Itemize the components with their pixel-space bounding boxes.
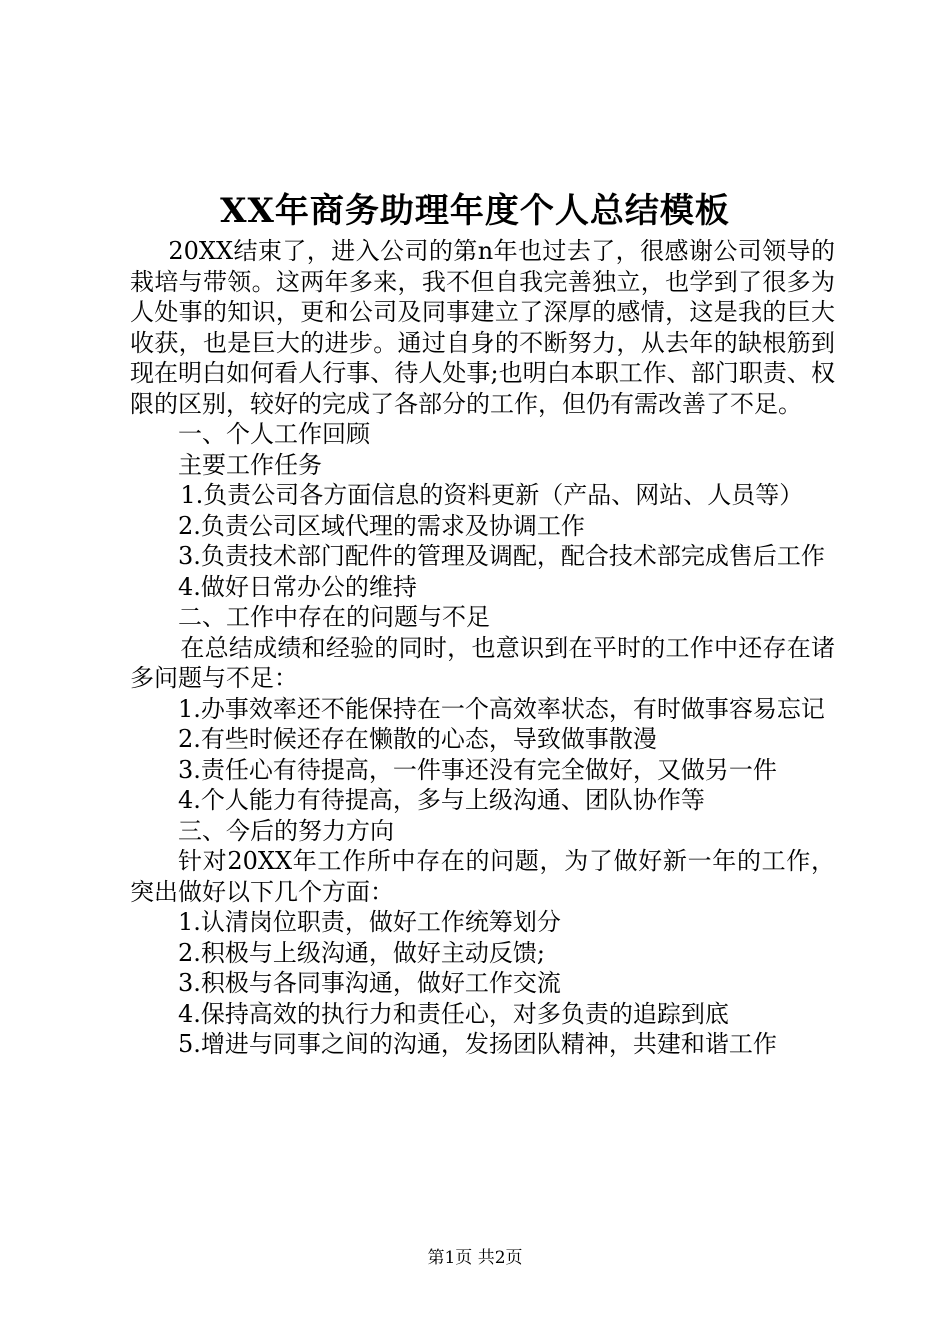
direction-item: 1.认清岗位职责，做好工作统筹划分	[178, 908, 561, 936]
task-item: 1.负责公司各方面信息的资料更新（产品、网站、人员等）	[180, 481, 804, 509]
task-item: 4.做好日常办公的维持	[178, 572, 417, 601]
problems-intro-paragraph: 在总结成绩和经验的同时，也意识到在平时的工作中还存在诸多问题与不足：	[130, 633, 835, 692]
direction-item: 2.积极与上级沟通，做好主动反馈;	[178, 938, 545, 967]
section-heading-problems: 二、工作中存在的问题与不足	[178, 603, 490, 631]
subheading-main-tasks: 主要工作任务	[178, 450, 322, 479]
page-number-footer: 第1页 共2页	[427, 1248, 523, 1268]
section-heading-review: 一、个人工作回顾	[178, 420, 370, 448]
direction-item: 4.保持高效的执行力和责任心，对多负责的追踪到底	[178, 999, 729, 1028]
problem-item: 4.个人能力有待提高，多与上级沟通、团队协作等	[178, 786, 705, 814]
direction-item: 5.增进与同事之间的沟通，发扬团队精神，共建和谐工作	[178, 1030, 777, 1058]
problem-item: 2.有些时候还存在懒散的心态，导致做事散漫	[178, 725, 657, 753]
section-heading-direction: 三、今后的努力方向	[178, 816, 394, 845]
task-item: 2.负责公司区域代理的需求及协调工作	[178, 511, 585, 540]
document-body	[130, 236, 835, 1060]
task-item: 3.负责技术部门配件的管理及调配，配合技术部完成售后工作	[178, 542, 825, 570]
direction-item: 3.积极与各同事沟通，做好工作交流	[178, 969, 561, 997]
intro-paragraph: 20XX结束了，进入公司的第n年也过去了，很感谢公司领导的栽培与带领。这两年多来，我不但自我完善独立，也学到了很多为人处事的知识，更和公司及同事建立了深厚的感情，这是我的巨大收获，也是巨大的进步。通过自身的不断努力，从去年的缺根筋到现在明白如何看人行事、待人处事;也明白本职工作、部门职责、权限的区别，较好的完成了各部分的工作，但仍有需改善了不足。	[130, 237, 835, 418]
problem-item: 3.责任心有待提高，一件事还没有完全做好，又做另一件	[178, 755, 777, 784]
document-title: XX年商务助理年度个人总结模板	[220, 191, 730, 231]
problem-item: 1.办事效率还不能保持在一个高效率状态，有时做事容易忘记	[178, 694, 825, 723]
direction-intro-paragraph: 针对20XX年工作所中存在的问题，为了做好新一年的工作，突出做好以下几个方面：	[130, 847, 835, 906]
